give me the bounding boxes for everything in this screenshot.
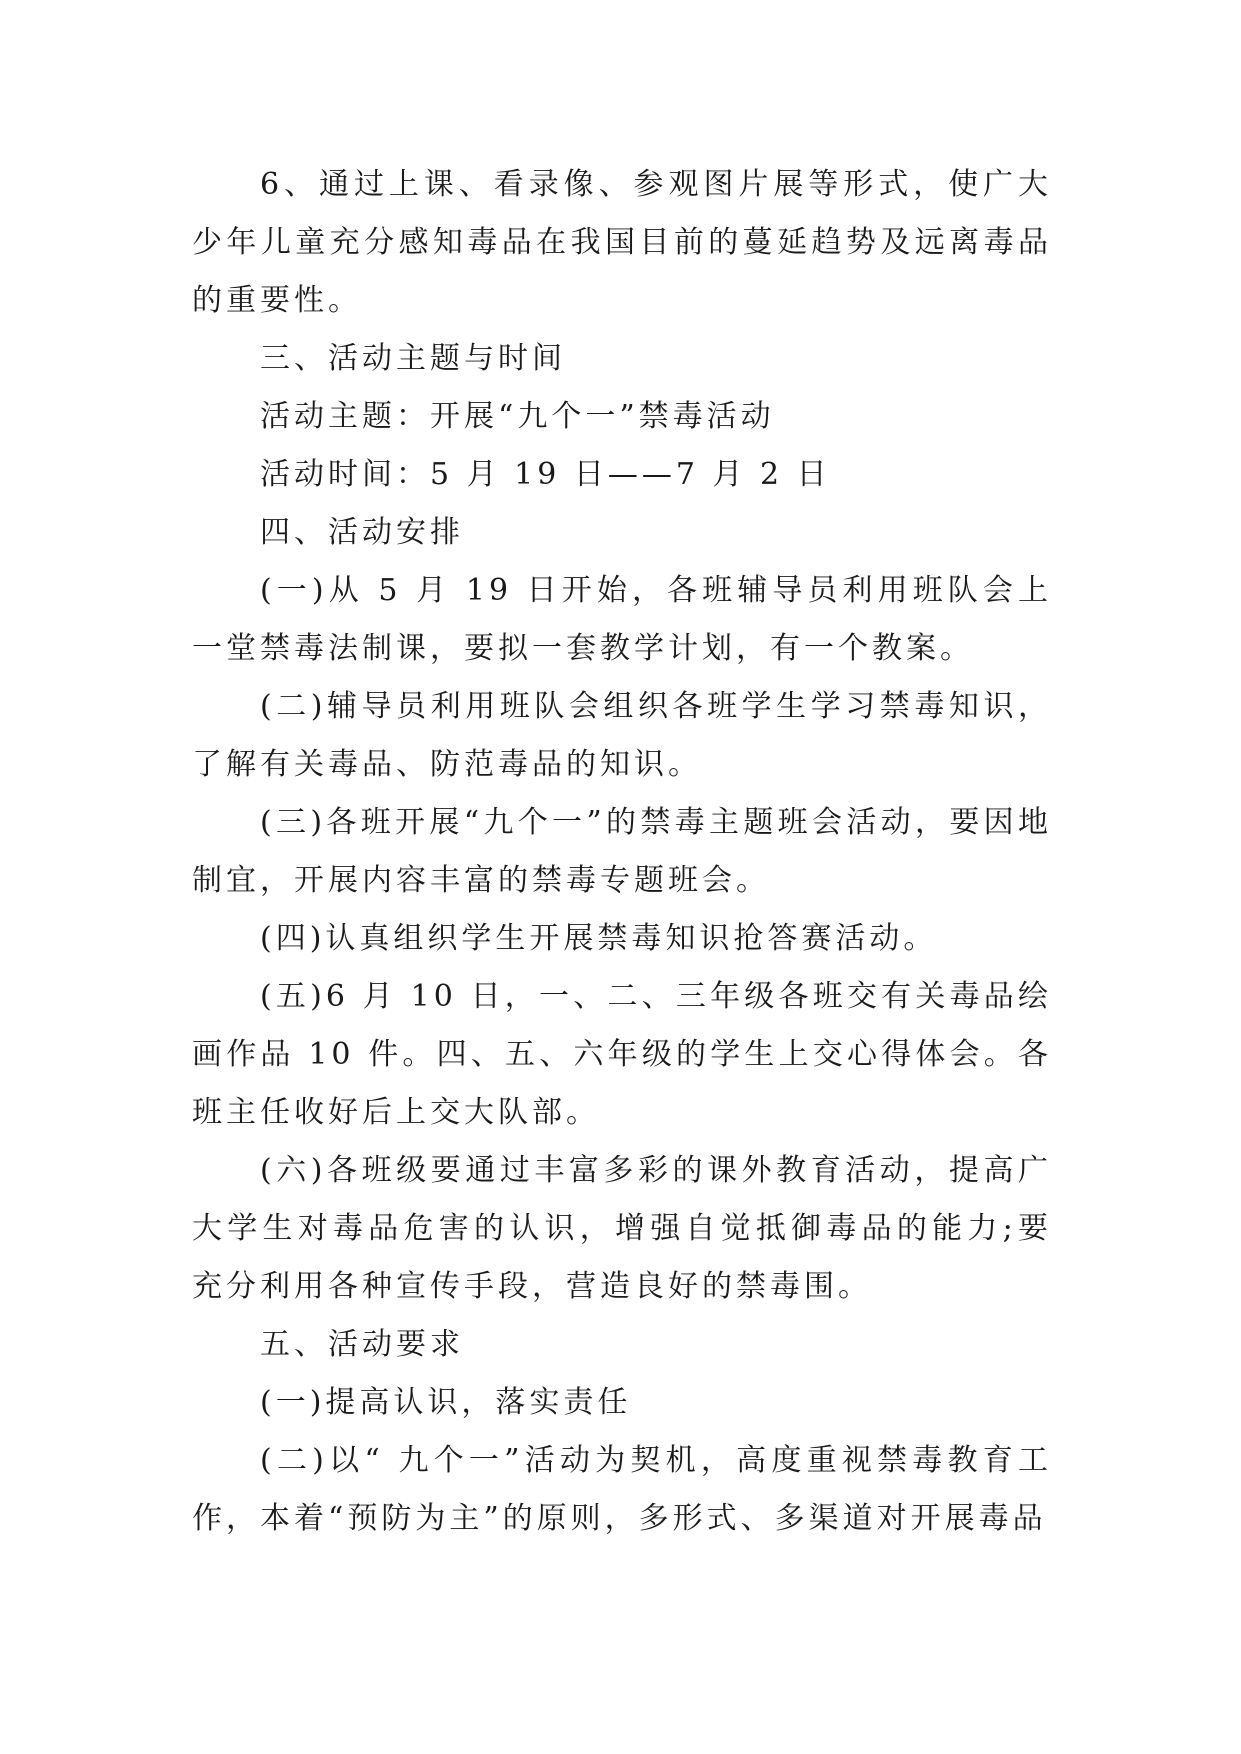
activity-theme: 活动主题：开展“九个一”禁毒活动 xyxy=(260,399,775,434)
document-body xyxy=(192,156,1052,1548)
arrangement-item-5: (五)6 月 10 日，一、二、三年级各班交有关毒品绘画作品 10 件。四、五、六年级的学生上交心得体会。各班主任收好后上交大队部。 xyxy=(192,979,1052,1130)
activity-time: 活动时间：5 月 19 日——7 月 2 日 xyxy=(260,457,831,492)
section-heading-arrangement: 四、活动安排 xyxy=(260,515,464,550)
arrangement-item-4: (四)认真组织学生开展禁毒知识抢答赛活动。 xyxy=(260,921,938,956)
requirement-item-2: (二)以“ 九个一”活动为契机，高度重视禁毒教育工作，本着“预防为主”的原则，多形式、多渠道对开展毒品 xyxy=(192,1443,1052,1536)
section-heading-requirements: 五、活动要求 xyxy=(260,1327,464,1362)
section-heading-theme-time: 三、活动主题与时间 xyxy=(260,341,566,376)
paragraph-item-6: 6、通过上课、看录像、参观图片展等形式，使广大少年儿童充分感知毒品在我国目前的蔓延趋势及远离毒品的重要性。 xyxy=(192,167,1052,318)
arrangement-item-3: (三)各班开展“九个一”的禁毒主题班会活动，要因地制宜，开展内容丰富的禁毒专题班会。 xyxy=(192,805,1052,898)
requirement-item-1: (一)提高认识，落实责任 xyxy=(260,1385,632,1420)
arrangement-item-6: (六)各班级要通过丰富多彩的课外教育活动，提高广大学生对毒品危害的认识，增强自觉抵御毒品的能力;要充分利用各种宣传手段，营造良好的禁毒围。 xyxy=(192,1153,1052,1304)
arrangement-item-2: (二)辅导员利用班队会组织各班学生学习禁毒知识，了解有关毒品、防范毒品的知识。 xyxy=(192,689,1052,782)
arrangement-item-1: (一)从 5 月 19 日开始，各班辅导员利用班队会上一堂禁毒法制课，要拟一套教学计划，有一个教案。 xyxy=(192,573,1052,666)
